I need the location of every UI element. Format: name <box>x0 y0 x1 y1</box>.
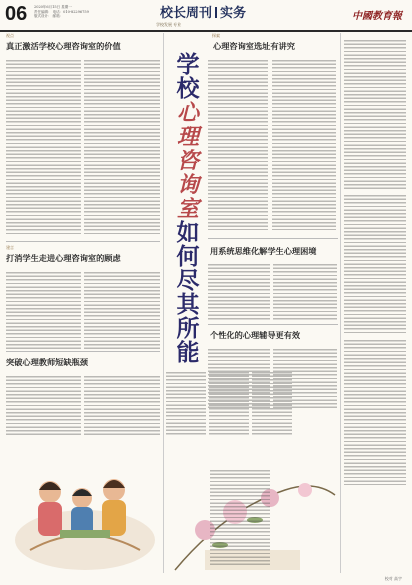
article-3-title: 突破心理教师短缺瓶颈 <box>6 357 88 367</box>
article-1-title: 真正激活学校心理咨询室的价值 <box>6 41 121 51</box>
article-6-body-col2 <box>273 349 337 409</box>
right-column-body-1 <box>344 40 406 190</box>
right-column-body-2 <box>344 195 406 335</box>
page-number: 06 <box>5 3 28 25</box>
article-2-body-col1 <box>6 272 81 352</box>
slogan: 学校发展 专业 <box>156 22 182 27</box>
article-2-body-col2 <box>84 272 160 352</box>
section-tag-b: 建言 <box>6 245 14 250</box>
page-footer: 校对 高宇 <box>384 576 402 581</box>
right-column-body-3 <box>344 340 406 485</box>
newspaper-brand: 中國教育報 <box>352 11 402 22</box>
article-1-body-col2 <box>84 60 160 235</box>
article-5-body-col1 <box>208 264 270 320</box>
article-4-body-col2 <box>272 60 336 230</box>
section-title: 校长周刊 实务 <box>160 6 247 21</box>
poem-text <box>210 470 270 565</box>
article-3-body-col2 <box>84 376 160 436</box>
feature-vertical-title: 学 校 心 理 咨 询 室 如 何 尽 其 所 能 <box>176 52 200 366</box>
article-6-title: 个性化的心理辅导更有效 <box>210 330 301 340</box>
section-tag-a: 视点 <box>6 33 14 38</box>
section-tag-c: 探索 <box>212 33 220 38</box>
students-illustration <box>10 440 160 570</box>
feature-body-col1 <box>166 372 206 437</box>
page-header <box>0 0 412 32</box>
article-1-body-col1 <box>6 60 81 235</box>
article-3-body-col1 <box>6 376 81 436</box>
article-4-body-col1 <box>208 60 268 230</box>
article-5-body-col2 <box>273 264 337 320</box>
article-2-title: 打消学生走进心理咨询室的顾虑 <box>6 253 121 263</box>
article-5-title: 用系统思维化解学生心理困境 <box>210 246 317 256</box>
article-4-title: 心理咨询室选址有讲究 <box>213 41 295 51</box>
header-meta: 2020年6月15日 星期一 责任编辑： 电话：010-82296759 版式设计： 邮箱： <box>34 5 89 18</box>
article-6-body-col1 <box>208 349 270 409</box>
